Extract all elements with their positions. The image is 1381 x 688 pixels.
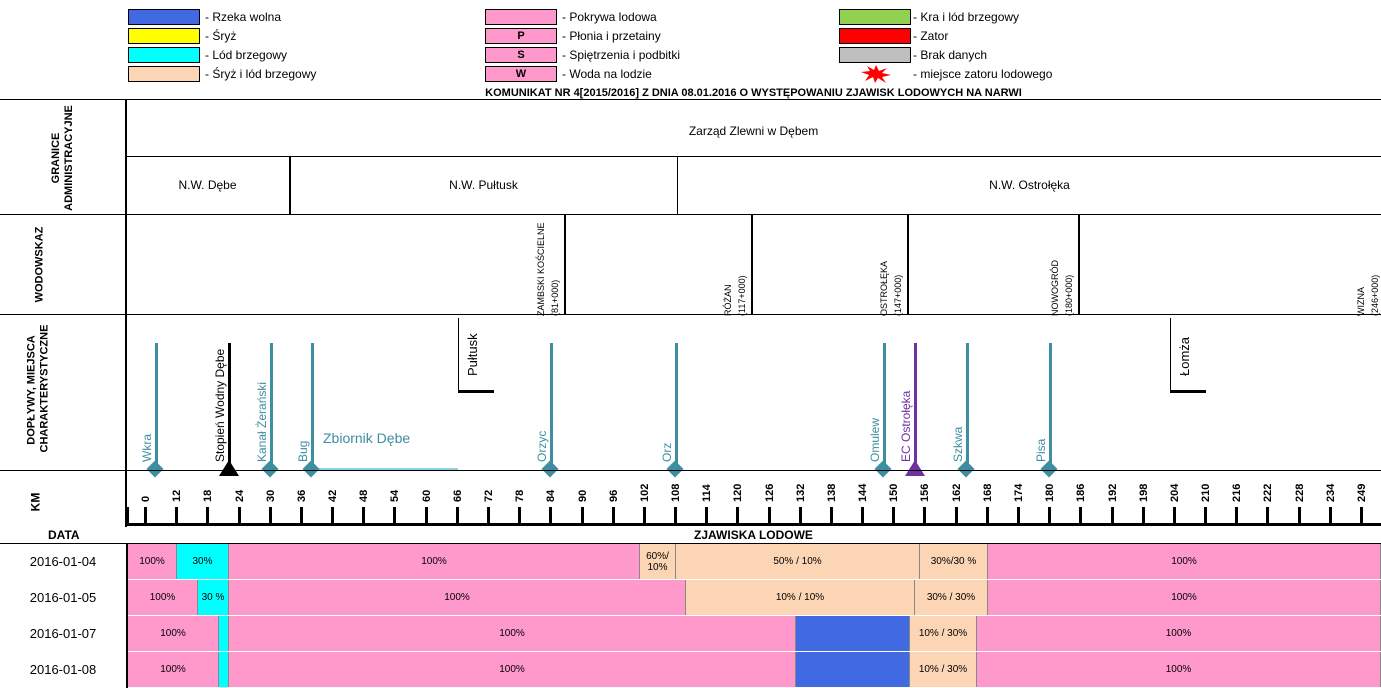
- legend-label: - Brak danych: [913, 48, 988, 62]
- km-tick-label: 180: [1044, 483, 1056, 502]
- km-tick-label: 54: [389, 489, 401, 502]
- ice-segment: 10% / 30%: [910, 652, 977, 687]
- legend-label: - Rzeka wolna: [205, 10, 282, 24]
- km-tick: [861, 507, 864, 524]
- ice-segment: 100%: [988, 580, 1381, 615]
- km-tick: [300, 507, 303, 524]
- km-tick: [986, 507, 989, 524]
- date-cell: 2016-01-08: [29, 662, 97, 677]
- gauge-line: [564, 215, 566, 314]
- km-tick: [799, 507, 802, 524]
- tributary-line: [883, 343, 886, 470]
- gauge-line: [751, 215, 753, 314]
- legend-label: - Woda na lodzie: [562, 67, 652, 81]
- km-tick-label: 249: [1356, 483, 1368, 502]
- label-column-border: [125, 99, 127, 527]
- km-tick-label: 60: [421, 489, 433, 502]
- km-tick-label: 78: [514, 489, 526, 502]
- km-tick-label: 0: [140, 495, 152, 502]
- town-name: Pułtusk: [465, 333, 480, 376]
- km-tick-label: 102: [639, 483, 651, 502]
- tributary-line: [155, 343, 158, 470]
- km-tick: [238, 507, 241, 524]
- km-tick-label: 24: [234, 489, 246, 502]
- tributary-line: [228, 343, 231, 470]
- km-tick: [126, 507, 129, 524]
- km-tick-label: 72: [483, 489, 495, 502]
- km-tick-label: 42: [327, 489, 339, 502]
- tributary-line: [1049, 343, 1052, 470]
- confluence-diamond-icon: [958, 461, 975, 478]
- km-tick: [923, 507, 926, 524]
- town-underline: [1170, 390, 1206, 393]
- gauge-name: RÓŻAN: [723, 284, 733, 316]
- km-tick: [144, 507, 147, 524]
- ice-segment: 10% / 10%: [686, 580, 915, 615]
- km-tick: [1235, 507, 1238, 524]
- confluence-diamond-icon: [303, 461, 320, 478]
- tributary-name: Wkra: [140, 434, 154, 462]
- legend-swatch: [128, 47, 200, 63]
- ice-segment: 100%: [128, 616, 219, 651]
- legend-swatch: [839, 9, 911, 25]
- town-frame: [1170, 318, 1171, 392]
- legend-swatch: [128, 66, 200, 82]
- legend-label: - Śryż: [205, 29, 237, 43]
- legend-swatch: [485, 9, 557, 25]
- confluence-diamond-icon: [262, 461, 279, 478]
- km-tick: [175, 507, 178, 524]
- gauge-name: OSTROŁĘKA: [879, 260, 889, 316]
- km-tick-label: 18: [202, 489, 214, 502]
- km-tick: [1111, 507, 1114, 524]
- km-tick-label: 222: [1262, 483, 1274, 502]
- legend-label: - Lód brzegowy: [205, 48, 288, 62]
- gauge-km: (246+000): [1370, 274, 1380, 316]
- km-tick-label: 210: [1200, 483, 1212, 502]
- km-tick: [549, 507, 552, 524]
- date-cell: 2016-01-07: [29, 626, 97, 641]
- town-underline: [458, 390, 494, 393]
- km-tick-label: 216: [1231, 483, 1243, 502]
- km-tick: [393, 507, 396, 524]
- km-tick-label: 132: [795, 483, 807, 502]
- km-tick: [1329, 507, 1332, 524]
- gauge-name: ZAMBSKI KOŚCIELNE: [536, 222, 546, 316]
- km-tick: [830, 507, 833, 524]
- km-tick-label: 66: [452, 489, 464, 502]
- gauge-name: NOWOGRÓD: [1050, 260, 1060, 316]
- ice-jam-star-icon: [861, 65, 891, 83]
- legend-swatch: [839, 28, 911, 44]
- header-zjawiska: ZJAWISKA LODOWE: [694, 528, 813, 542]
- admin-divider: [126, 156, 1381, 157]
- confluence-diamond-icon: [667, 461, 684, 478]
- row-label-doplywy: DOPŁYWY, MIEJSCA CHARAKTERYSTYCZNE: [25, 324, 51, 453]
- legend-label: - Kra i lód brzegowy: [913, 10, 1020, 24]
- row-divider: [0, 314, 1381, 315]
- ice-segment: 10% / 30%: [910, 616, 977, 651]
- km-tick-label: 192: [1107, 483, 1119, 502]
- km-tick: [1266, 507, 1269, 524]
- row-label-granice: GRANICE ADMINISTRACYJNE: [50, 105, 75, 211]
- tributary-line: [966, 343, 969, 470]
- km-tick-label: 204: [1169, 483, 1181, 502]
- ice-segment: 100%: [977, 652, 1381, 687]
- tributary-line: [914, 343, 917, 470]
- km-tick-label: 186: [1075, 483, 1087, 502]
- km-tick: [1079, 507, 1082, 524]
- km-tick: [581, 507, 584, 524]
- km-tick-label: 168: [982, 483, 994, 502]
- ice-segment: 100%: [128, 652, 219, 687]
- dam-triangle-icon: [219, 460, 239, 476]
- ice-segment: [219, 652, 229, 687]
- legend-swatch: P: [485, 28, 557, 44]
- row-divider: [0, 470, 1381, 471]
- legend-swatch: W: [485, 66, 557, 82]
- km-tick-label: 156: [919, 483, 931, 502]
- report-title: KOMUNIKAT NR 4[2015/2016] Z DNIA 08.01.2016 O WYSTĘPOWANIU ZJAWISK LODOWYCH NA NARWI: [485, 87, 1022, 99]
- km-baseline: [126, 523, 1381, 526]
- legend-swatch: S: [485, 47, 557, 63]
- date-col-border: [126, 544, 128, 688]
- km-tick: [269, 507, 272, 524]
- ice-segment: 60%/ 10%: [640, 544, 676, 579]
- plant-triangle-icon: [905, 460, 925, 476]
- ice-segment: 100%: [128, 580, 198, 615]
- km-tick: [518, 507, 521, 524]
- legend-swatch: [128, 28, 200, 44]
- km-tick: [1298, 507, 1301, 524]
- tributary-name: Szkwa: [951, 426, 965, 462]
- km-tick-label: 120: [732, 483, 744, 502]
- ice-segment: [219, 616, 229, 651]
- km-tick-label: 90: [577, 489, 589, 502]
- km-tick: [768, 507, 771, 524]
- legend-swatch: [839, 47, 911, 63]
- table-frame: [0, 99, 1381, 100]
- km-tick-label: 174: [1013, 483, 1025, 502]
- gauge-line: [907, 215, 909, 314]
- legend-label: - Płonia i przetainy: [562, 29, 661, 43]
- tributary-name: Bug: [296, 440, 310, 462]
- row-divider: [0, 214, 1381, 215]
- ice-segment: [796, 616, 910, 651]
- gauge-km: (147+000): [893, 274, 903, 316]
- km-tick: [736, 507, 739, 524]
- ice-segment: 100%: [977, 616, 1381, 651]
- km-tick: [331, 507, 334, 524]
- km-tick: [612, 507, 615, 524]
- gauge-name: WIZNA: [1356, 287, 1366, 316]
- confluence-diamond-icon: [875, 461, 892, 478]
- tributary-name: Omulew: [868, 417, 882, 462]
- km-tick-label: 36: [296, 489, 308, 502]
- tributary-name: EC Ostrołęka: [899, 390, 913, 462]
- legend-label: - miejsce zatoru lodowego: [913, 67, 1053, 81]
- confluence-diamond-icon: [147, 461, 164, 478]
- tributary-name: Stopień Wodny Dębe: [213, 348, 227, 462]
- km-tick-label: 108: [670, 483, 682, 502]
- confluence-diamond-icon: [542, 461, 559, 478]
- km-tick-label: 162: [951, 483, 963, 502]
- date-cell: 2016-01-05: [29, 590, 97, 605]
- ice-segment: 100%: [229, 616, 796, 651]
- tributary-line: [270, 343, 273, 470]
- legend-label: - Śryż i lód brzegowy: [205, 67, 317, 81]
- row-label-wodowskaz: WODOWSKAZ: [33, 226, 46, 303]
- km-tick: [206, 507, 209, 524]
- ice-segment: 50% / 10%: [676, 544, 920, 579]
- tributary-name: Orzyc: [535, 430, 549, 462]
- km-tick: [362, 507, 365, 524]
- ice-segment: 100%: [229, 544, 640, 579]
- km-tick-label: 114: [701, 484, 713, 502]
- admin-top: Zarząd Zlewni w Dębem: [688, 124, 819, 138]
- reservoir-label: Zbiornik Dębe: [323, 430, 411, 446]
- km-tick: [456, 507, 459, 524]
- km-tick: [1360, 507, 1363, 524]
- tributary-name: Orz: [660, 442, 674, 462]
- km-tick-label: 12: [171, 489, 183, 502]
- admin-ostroleka: N.W. Ostrołęka: [989, 178, 1070, 192]
- town-frame: [458, 318, 459, 392]
- tributary-name: Kanał Żerański: [255, 381, 269, 462]
- ice-segment: [796, 652, 910, 687]
- km-tick-label: 138: [826, 483, 838, 502]
- km-tick-label: 228: [1294, 483, 1306, 502]
- km-tick: [1048, 507, 1051, 524]
- km-tick-label: 198: [1138, 483, 1150, 502]
- legend-label: - Zator: [913, 29, 949, 43]
- town-name: Łomża: [1177, 336, 1192, 376]
- tributary-line: [675, 343, 678, 470]
- ice-segment: 30%: [177, 544, 229, 579]
- ice-segment: 100%: [128, 544, 177, 579]
- km-tick-label: 48: [358, 489, 370, 502]
- row-label-km: KM: [28, 492, 43, 512]
- km-tick: [1017, 507, 1020, 524]
- tributary-line: [311, 343, 314, 470]
- admin-pultusk: N.W. Pułtusk: [449, 178, 518, 192]
- km-tick: [643, 507, 646, 524]
- km-tick: [1173, 507, 1176, 524]
- date-cell: 2016-01-04: [29, 554, 97, 569]
- ice-segment: 100%: [988, 544, 1381, 579]
- gauge-km: (117+000): [737, 275, 747, 316]
- km-tick: [487, 507, 490, 524]
- km-tick: [955, 507, 958, 524]
- gauge-line: [1078, 215, 1080, 314]
- km-tick-label: 126: [764, 483, 776, 502]
- km-tick-label: 144: [857, 483, 869, 502]
- km-tick-label: 30: [265, 489, 277, 502]
- legend-label: - Pokrywa lodowa: [562, 10, 657, 24]
- km-tick: [425, 507, 428, 524]
- km-tick: [892, 507, 895, 524]
- km-tick-label: 234: [1325, 483, 1337, 502]
- legend-label: - Spiętrzenia i podbitki: [562, 48, 681, 62]
- km-tick: [705, 507, 708, 524]
- km-tick: [674, 507, 677, 524]
- km-tick-label: 96: [608, 489, 620, 502]
- tributary-line: [550, 343, 553, 470]
- ice-segment: 30 %: [198, 580, 229, 615]
- km-tick-label: 150: [888, 483, 900, 502]
- admin-debe: N.W. Dębe: [178, 178, 237, 192]
- gauge-km: (81+000): [550, 279, 560, 316]
- ice-segment: 100%: [229, 580, 686, 615]
- ice-segment: 30% / 30%: [915, 580, 988, 615]
- ice-segment: 100%: [229, 652, 796, 687]
- km-tick-label: 84: [545, 489, 557, 502]
- header-data: DATA: [48, 528, 80, 542]
- ice-segment: 30%/30 %: [920, 544, 988, 579]
- tributary-name: Pisa: [1034, 438, 1048, 462]
- km-tick: [1142, 507, 1145, 524]
- km-tick: [1204, 507, 1207, 524]
- gauge-km: (180+000): [1064, 274, 1074, 316]
- legend-swatch: [128, 9, 200, 25]
- confluence-diamond-icon: [1041, 461, 1058, 478]
